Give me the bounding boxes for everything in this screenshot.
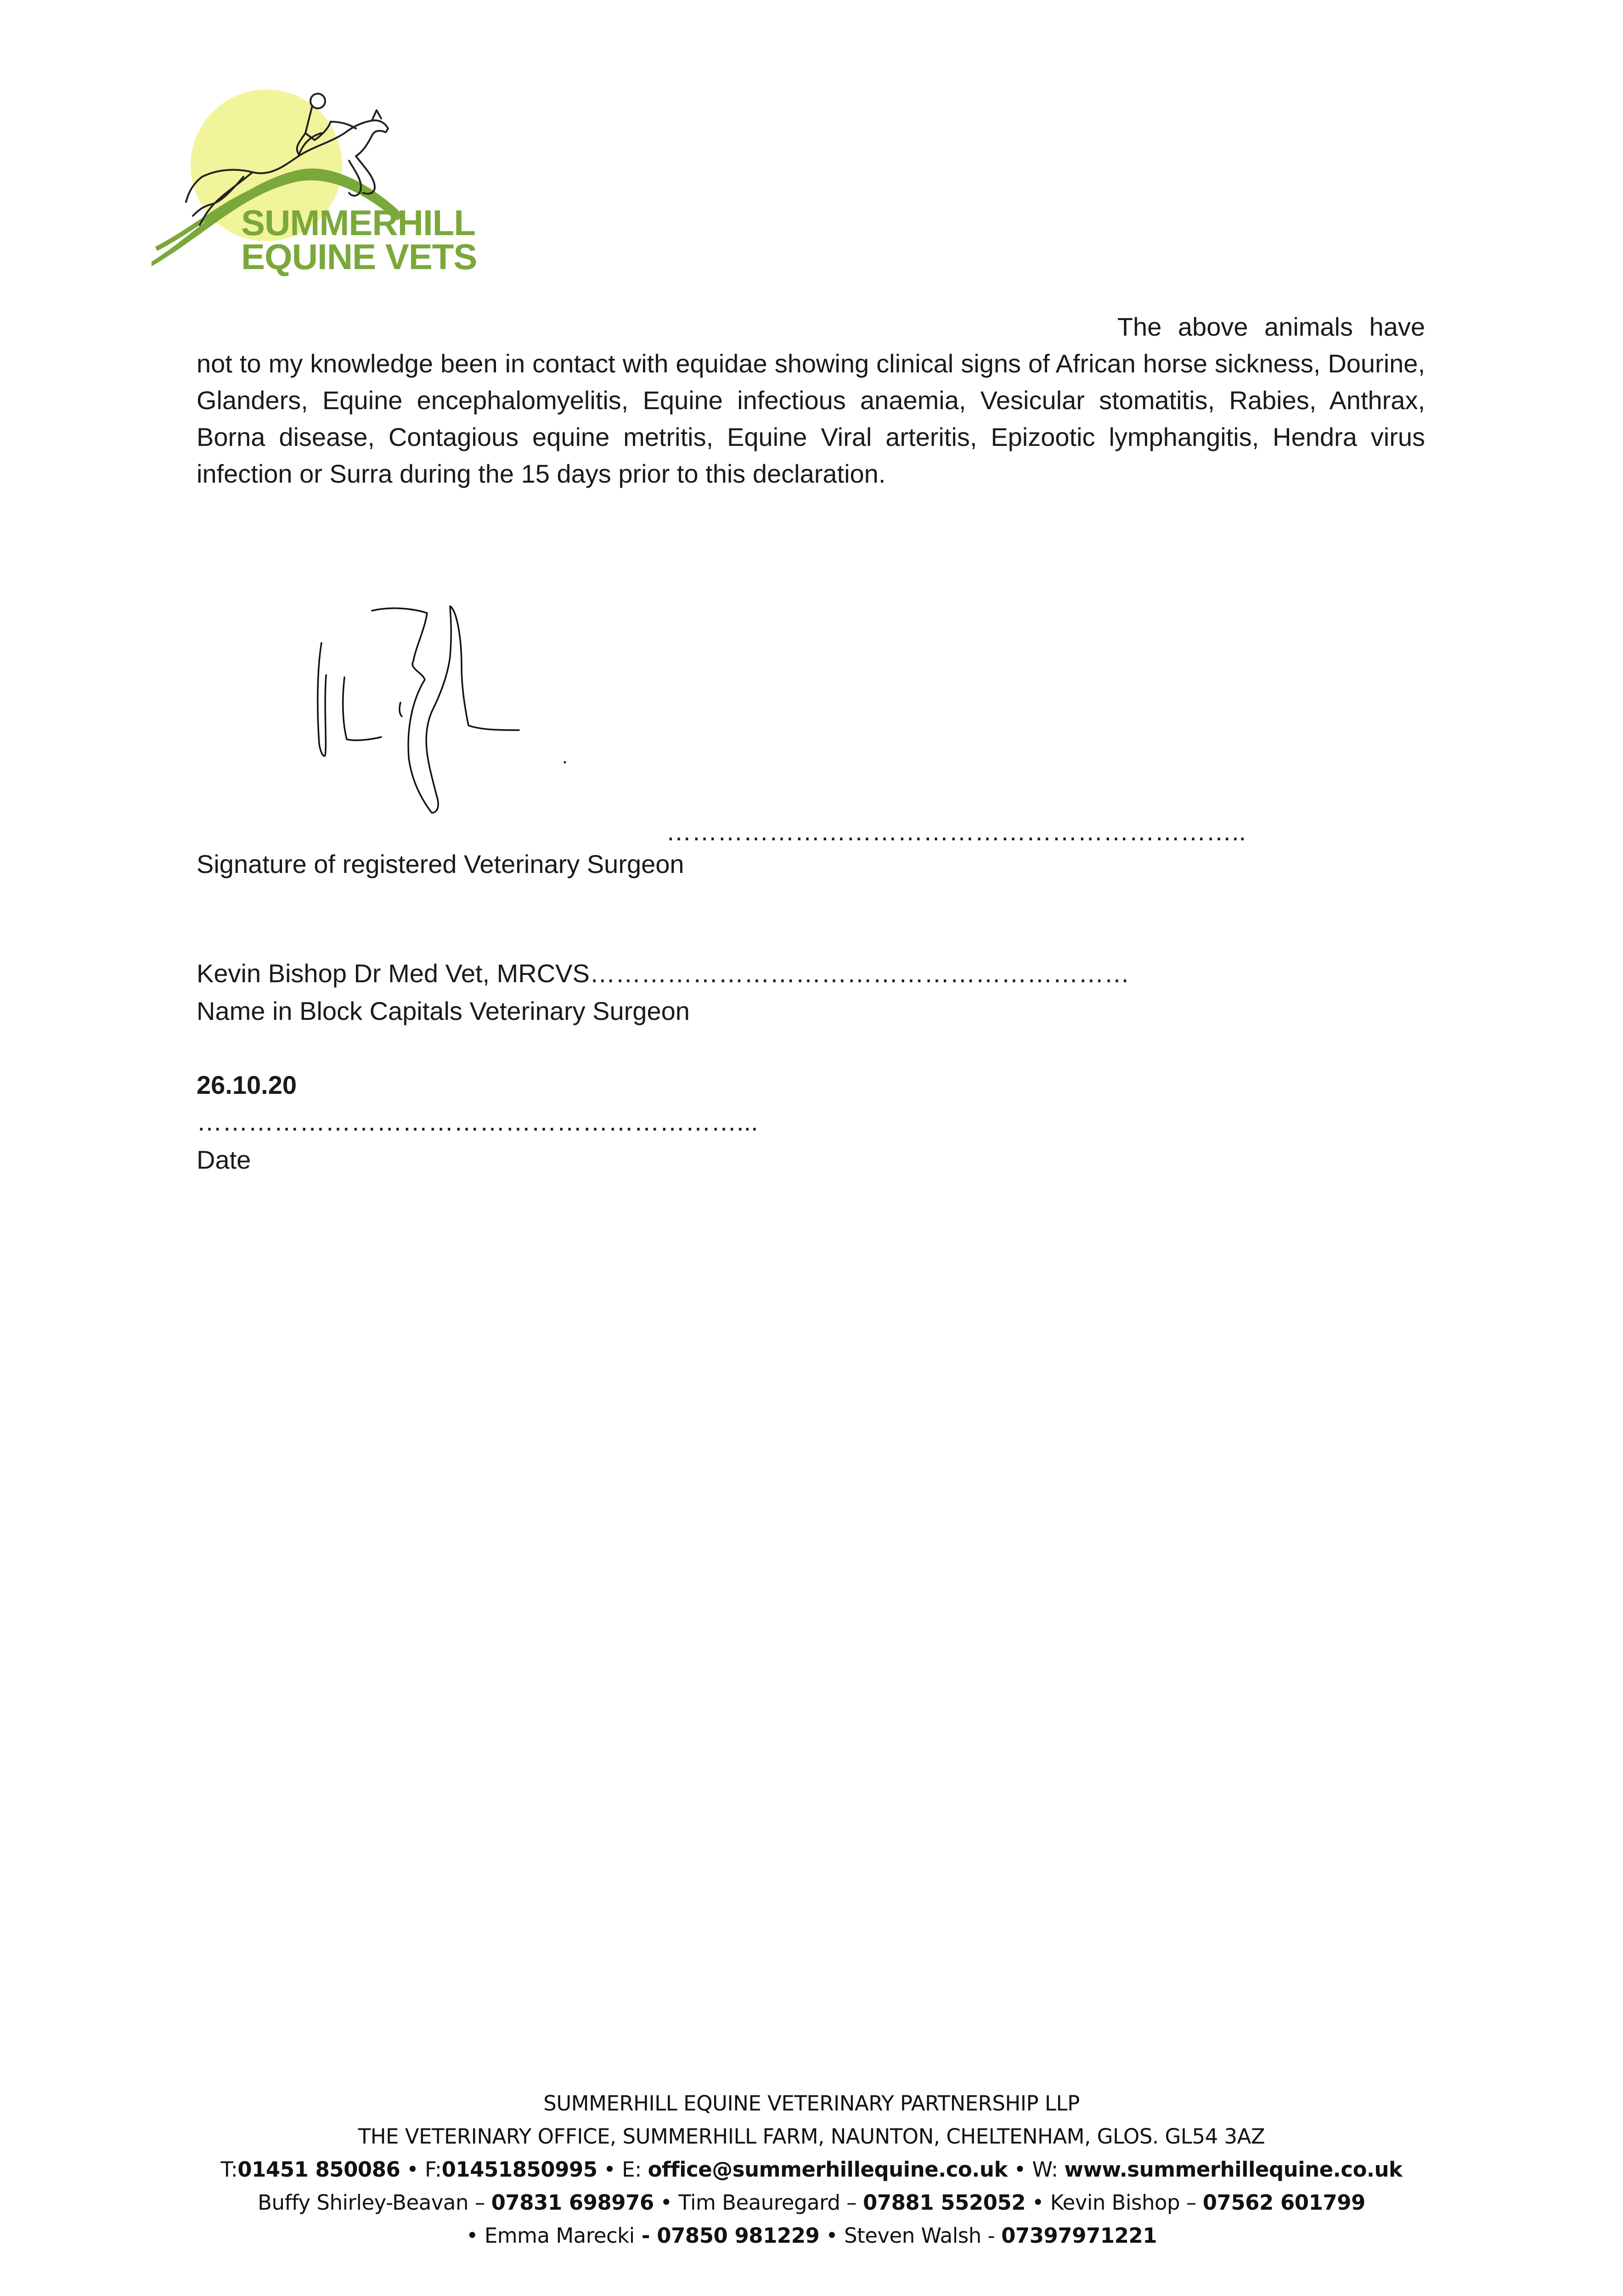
vet-name-label: Name in Block Capitals Veterinary Surgeon xyxy=(197,996,690,1025)
date-dotted-line: ………………………………………………………... xyxy=(197,1107,758,1136)
website-address: www.summerhillequine.co.uk xyxy=(1064,2157,1403,2182)
logo-line-2: EQUINE VETS xyxy=(241,236,477,277)
partner-separator: - xyxy=(981,2223,1002,2248)
email-label: E: xyxy=(622,2157,642,2182)
signature-dotted-line: ………………………………………………………….. xyxy=(666,817,1246,846)
declaration-body: not to my knowledge been in contact with equidae showing clinical signs of African horse sickness, Dourine, Glanders, Equine encephalomyelitis, Equine infectious anaemia, Vesicular stomatitis, Rabies, Anthrax, Borna disease, Contagious equine metritis, Equine Viral arteritis, Epizootic lymphangitis, Hendra virus infection or Surra during the 15 days prior to this declaration. xyxy=(197,349,1425,488)
phone-number: 01451 850086 xyxy=(237,2157,400,2182)
partner-phone: 07397971221 xyxy=(1001,2223,1157,2248)
fax-label: F: xyxy=(425,2157,442,2182)
vet-name-value: Kevin Bishop Dr Med Vet, MRCVS xyxy=(197,959,590,988)
footer-partners-row-1: Buffy Shirley-Beavan – 07831 698976 • Tim Beauregard – 07881 552052 • Kevin Bishop – 07562 601799 xyxy=(258,2190,1365,2215)
footer-partners-row-2: • Emma Marecki - 07850 981229 • Steven Walsh - 07397971221 xyxy=(466,2223,1157,2248)
email-address: office@summerhillequine.co.uk xyxy=(648,2157,1008,2182)
date-value: 26.10.20 xyxy=(197,1070,297,1099)
phone-label: T: xyxy=(220,2157,238,2182)
footer-contacts: T:01451 850086 • F:01451850995 • E: office@summerhillequine.co.uk • W: www.summerhillequine.co.uk xyxy=(220,2157,1403,2182)
declaration-first-line: The above animals have xyxy=(1117,312,1425,341)
date-label: Date xyxy=(197,1145,251,1174)
web-label: W: xyxy=(1032,2157,1058,2182)
partner-separator: - xyxy=(634,2223,657,2248)
logo-line-1: SUMMERHILL xyxy=(241,203,475,243)
signature-scribble-icon xyxy=(299,592,583,822)
partner-name: Buffy Shirley-Beavan xyxy=(258,2190,469,2215)
partner-separator: – xyxy=(1180,2190,1203,2215)
partner-name: Tim Beauregard xyxy=(678,2190,840,2215)
partner-phone: 07562 601799 xyxy=(1202,2190,1365,2215)
fax-number: 01451850995 xyxy=(441,2157,597,2182)
partner-phone: 07850 981229 xyxy=(657,2223,820,2248)
page-footer xyxy=(0,2087,1623,2252)
handwritten-signature xyxy=(299,592,583,822)
partner-name: Kevin Bishop xyxy=(1050,2190,1180,2215)
signature-label: Signature of registered Veterinary Surgeon xyxy=(197,850,684,878)
partner-name: Emma Marecki xyxy=(484,2223,635,2248)
company-logo xyxy=(147,78,478,276)
footer-address: THE VETERINARY OFFICE, SUMMERHILL FARM, NAUNTON, CHELTENHAM, GLOS. GL54 3AZ xyxy=(358,2124,1265,2149)
partner-phone: 07831 698976 xyxy=(491,2190,654,2215)
partner-separator: – xyxy=(468,2190,491,2215)
vet-name-dotted-line: ……………………………………………………… xyxy=(589,959,1130,988)
footer-company-name: SUMMERHILL EQUINE VETERINARY PARTNERSHIP LLP xyxy=(543,2091,1080,2116)
partner-name: Steven Walsh xyxy=(844,2223,981,2248)
vet-name-row xyxy=(197,957,1130,990)
partner-phone: 07881 552052 xyxy=(863,2190,1026,2215)
partner-separator: – xyxy=(840,2190,863,2215)
